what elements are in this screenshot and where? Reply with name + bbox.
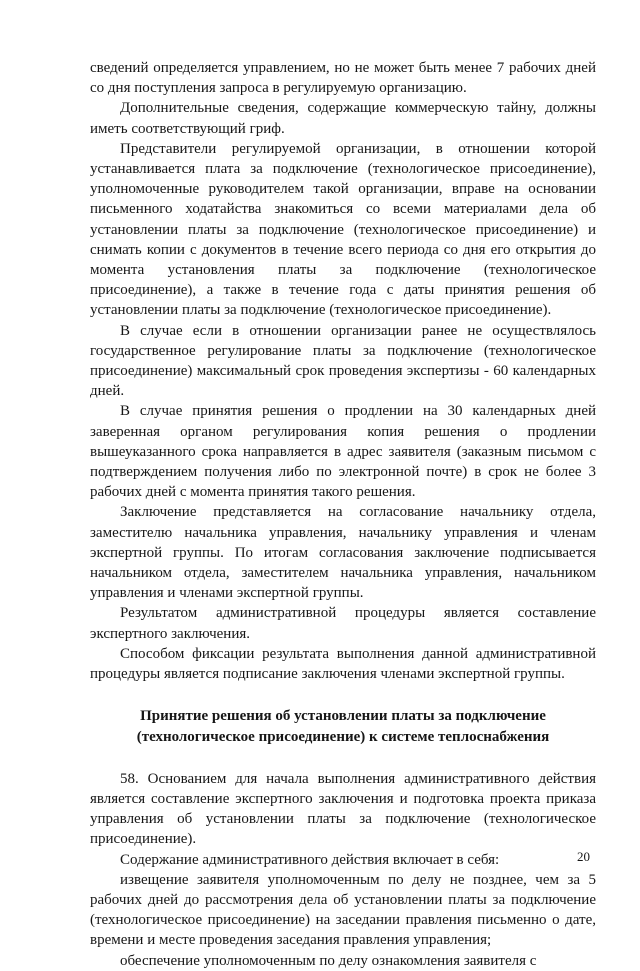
section-heading: [90, 706, 596, 746]
section-heading-line-2: (технологическое присоединение) к системе теплоснабжения: [136, 728, 550, 745]
paragraph-familiarization: обеспечение уполномоченным по делу ознакомления заявителя с: [120, 952, 537, 969]
paragraph-extension: В случае принятия решения о продлении на 30 календарных дней заверенная органом регулирования копия решения о продлении вышеуказанного срока направляется в адрес заявителя (заказным письмом с подтверждением получения либо по электронной почте) в срок не более 3 рабочих дней с момента принятия такого решения.: [90, 403, 596, 501]
paragraph-content-intro: Содержание административного действия включает в себя:: [120, 851, 500, 868]
page-number: 20: [577, 849, 590, 864]
document-page: [90, 58, 596, 971]
section-heading-line-1: Принятие решения об установлении платы за подключение: [140, 708, 546, 725]
paragraph-commercial-secret: Дополнительные сведения, содержащие коммерческую тайну, должны иметь соответствующий гриф.: [90, 100, 596, 137]
paragraph-approval: Заключение представляется на согласование начальнику отдела, заместителю начальника управления, начальнику управления и членам экспертной группы. По итогам согласования заключение подписывается начальником отдела, заместителем начальника управления, начальником управления и членами экспертной группы.: [90, 504, 596, 602]
paragraph-representatives: Представители регулируемой организации, в отношении которой устанавливается плата за подключение (технологическое присоединение), уполномоченные руководителем такой организации, вправе на основании письменного ходатайства знакомиться со всеми материалами дела об установлении платы за подключение (технологическое присоединение) и снимать копии с документов в течение всего периода со дня его открытия до момента установления платы за подключение (технологическое присоединение), а также в течение года с даты принятия решения об установлении платы за подключение (технологическое присоединение).: [90, 140, 596, 319]
paragraph-fixation: Способом фиксации результата выполнения данной административной процедуры является подписание заключения членами экспертной группы.: [90, 645, 596, 683]
paragraph-item-58: 58. Основанием для начала выполнения административного действия является составление экспертного заключения и подготовка проекта приказа управления об установлении платы за подключение (технологическое присоединение).: [90, 770, 596, 848]
paragraph-expertise-term: В случае если в отношении организации ранее не осуществлялось государственное регулирование платы за подключение (технологическое присоединение) максимальный срок проведения экспертизы - 60 календарных дней.: [90, 322, 596, 400]
paragraph-result: Результатом административной процедуры является составление экспертного заключения.: [90, 605, 596, 642]
paragraph-continuation: сведений определяется управлением, но не может быть менее 7 рабочих дней со дня поступления запроса в регулируемую организацию.: [90, 60, 596, 97]
paragraph-notification: извещение заявителя уполномоченным по делу не позднее, чем за 5 рабочих дней до рассмотрения дела об установлении платы за подключение (технологическое присоединение) на заседании правления письменно о дате, времени и месте проведения заседания правления управления;: [90, 871, 596, 949]
